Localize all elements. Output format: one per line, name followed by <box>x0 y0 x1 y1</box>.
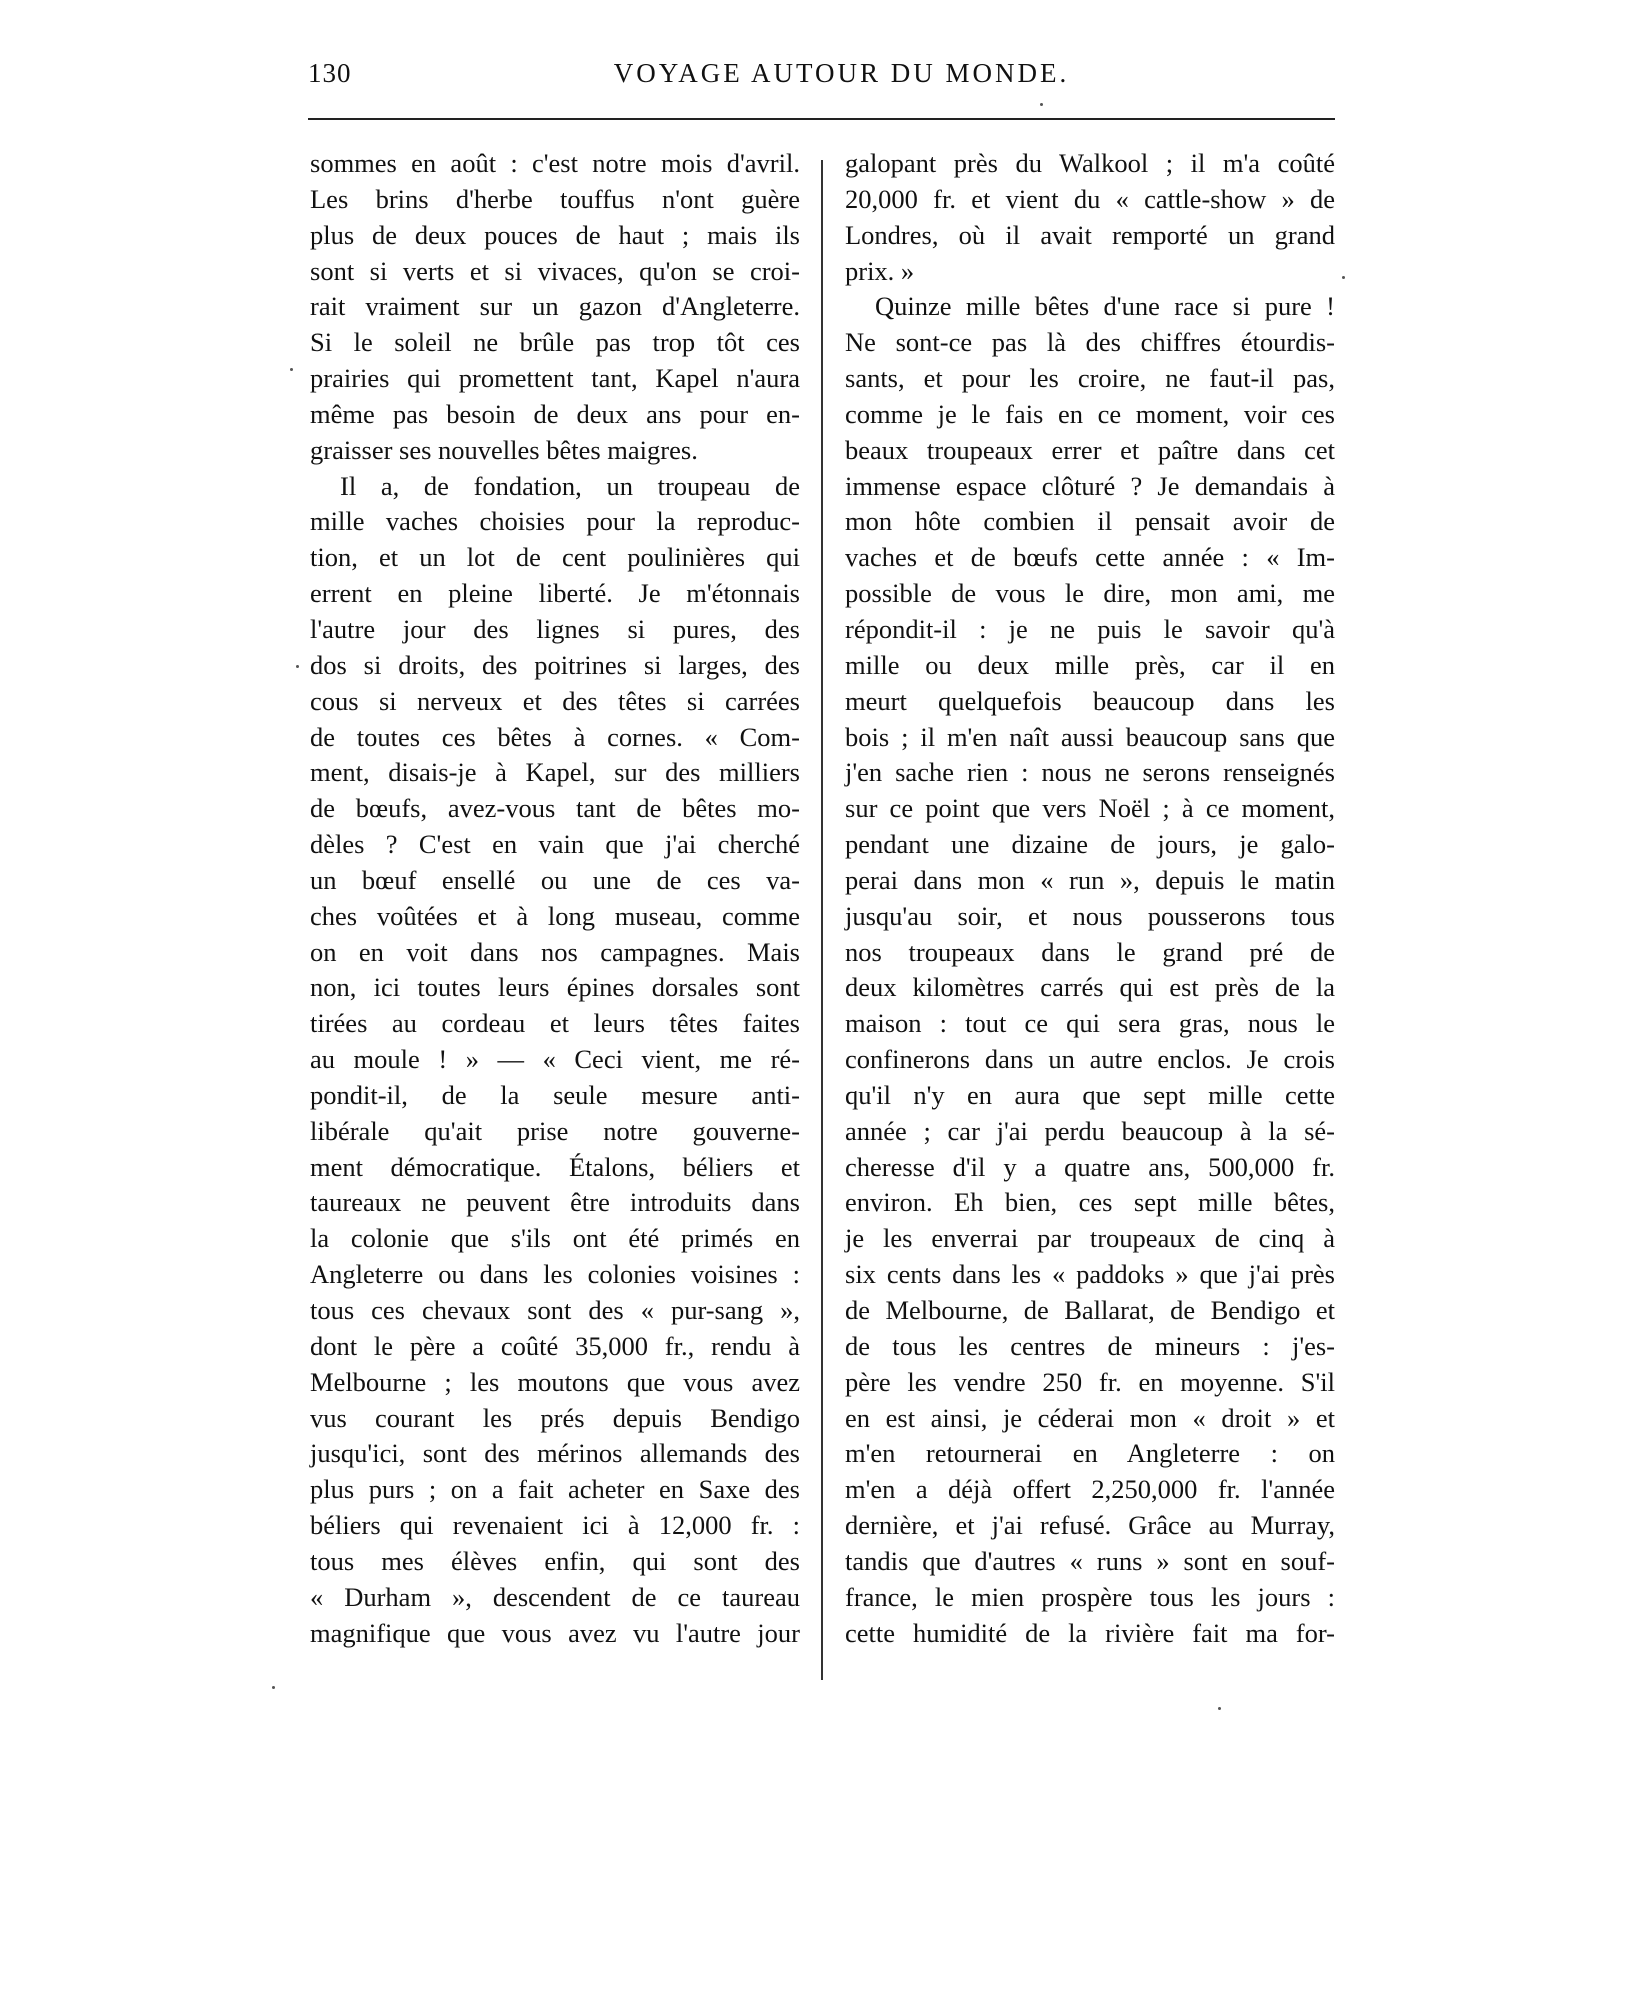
text-line: plus de deux pouces de haut ; mais ils <box>310 219 800 250</box>
text-line: Ne sont-ce pas là des chiffres étourdis- <box>845 327 1335 358</box>
text-line: jusqu'ici, sont des mérinos allemands des <box>310 1438 800 1469</box>
scan-speck <box>272 1686 275 1689</box>
text-line: Melbourne ; les moutons que vous avez <box>310 1366 800 1397</box>
column-divider <box>821 160 823 1680</box>
text-line: dont le père a coûté 35,000 fr., rendu à <box>310 1330 800 1361</box>
text-line: Londres, où il avait remporté un grand <box>845 219 1335 250</box>
text-line: plus purs ; on a fait acheter en Saxe des <box>310 1474 800 1505</box>
text-line: possible de vous le dire, mon ami, me <box>845 578 1335 609</box>
scan-speck <box>290 368 293 371</box>
text-line: six cents dans les « paddoks » que j'ai près <box>845 1259 1335 1290</box>
text-line: tandis que d'autres « runs » sont en souf- <box>845 1545 1335 1576</box>
text-line: deux kilomètres carrés qui est près de la <box>845 972 1335 1003</box>
right-column <box>845 146 1335 1651</box>
text-line: sont si verts et si vivaces, qu'on se croi- <box>310 255 800 286</box>
scan-speck <box>1342 276 1345 279</box>
text-line: père les vendre 250 fr. en moyenne. S'il <box>845 1366 1335 1397</box>
text-line: répondit-il : je ne puis le savoir qu'à <box>845 613 1335 644</box>
text-line: la colonie que s'ils ont été primés en <box>310 1223 800 1254</box>
text-line: m'en a déjà offert 2,250,000 fr. l'année <box>845 1474 1335 1505</box>
text-line: au moule ! » — « Ceci vient, me ré- <box>310 1044 800 1075</box>
text-line: vus courant les prés depuis Bendigo <box>310 1402 800 1433</box>
text-line: ment démocratique. Étalons, béliers et <box>310 1151 800 1182</box>
text-line: prairies qui promettent tant, Kapel n'aura <box>310 363 800 394</box>
text-line: béliers qui revenaient ici à 12,000 fr. : <box>310 1510 800 1541</box>
text-line: galopant près du Walkool ; il m'a coûté <box>845 148 1335 178</box>
text-line: même pas besoin de deux ans pour en- <box>310 398 800 429</box>
text-line: non, ici toutes leurs épines dorsales sont <box>310 972 800 1003</box>
text-line: tirées au cordeau et leurs têtes faites <box>310 1008 800 1039</box>
text-line: Quinze mille bêtes d'une race si pure ! <box>875 291 1335 322</box>
page-header <box>308 58 1335 98</box>
text-line: de Melbourne, de Ballarat, de Bendigo et <box>845 1295 1335 1325</box>
text-line: mille ou deux mille près, car il en <box>845 649 1335 680</box>
scan-speck <box>1218 1707 1221 1710</box>
page-number: 130 <box>308 58 352 88</box>
text-line: bois ; il m'en naît aussi beaucoup sans que <box>845 721 1335 752</box>
text-line: Les brins d'herbe touffus n'ont guère <box>310 183 800 214</box>
text-line: sants, et pour les croire, ne faut-il pas, <box>845 363 1335 394</box>
text-line: environ. Eh bien, ces sept mille bêtes, <box>845 1187 1335 1218</box>
text-line: tous ces chevaux sont des « pur-sang », <box>310 1295 800 1325</box>
text-line: confinerons dans un autre enclos. Je crois <box>845 1044 1335 1075</box>
text-line: un bœuf ensellé ou une de ces va- <box>310 864 800 895</box>
text-line: prix. » <box>845 255 915 286</box>
text-line: rait vraiment sur un gazon d'Angleterre. <box>310 291 800 322</box>
text-line: Angleterre ou dans les colonies voisines : <box>310 1259 800 1290</box>
text-line: tion, et un lot de cent poulinières qui <box>310 542 800 573</box>
text-line: meurt quelquefois beaucoup dans les <box>845 685 1335 716</box>
text-line: france, le mien prospère tous les jours : <box>845 1581 1335 1612</box>
text-line: de tous les centres de mineurs : j'es- <box>845 1330 1335 1361</box>
text-line: libérale qu'ait prise notre gouverne- <box>310 1115 800 1146</box>
left-column <box>310 146 800 1651</box>
text-line: dos si droits, des poitrines si larges, des <box>310 649 800 680</box>
header-rule <box>308 118 1335 120</box>
text-line: qu'il n'y en aura que sept mille cette <box>845 1079 1335 1110</box>
text-line: l'autre jour des lignes si pures, des <box>310 613 800 644</box>
text-line: mille vaches choisies pour la reproduc- <box>310 506 800 537</box>
text-line: année ; car j'ai perdu beaucoup à la sé- <box>845 1115 1335 1146</box>
text-line: dernière, et j'ai refusé. Grâce au Murray, <box>845 1510 1335 1541</box>
text-line: nos troupeaux dans le grand pré de <box>845 936 1335 967</box>
text-line: j'en sache rien : nous ne serons renseignés <box>845 757 1335 788</box>
text-line: pendant une dizaine de jours, je galo- <box>845 829 1335 860</box>
text-line: je les enverrai par troupeaux de cinq à <box>845 1223 1335 1254</box>
text-line: cheresse d'il y a quatre ans, 500,000 fr. <box>845 1151 1335 1182</box>
text-line: perai dans mon « run », depuis le matin <box>845 864 1335 895</box>
text-line: dèles ? C'est en vain que j'ai cherché <box>310 829 800 860</box>
text-line: comme je le fais en ce moment, voir ces <box>845 398 1335 429</box>
scan-speck <box>1040 103 1043 106</box>
text-line: Si le soleil ne brûle pas trop tôt ces <box>310 327 800 358</box>
text-line: magnifique que vous avez vu l'autre jour <box>310 1617 800 1648</box>
running-title: VOYAGE AUTOUR DU MONDE. <box>613 58 1070 88</box>
text-line: tous mes élèves enfin, qui sont des <box>310 1545 800 1576</box>
text-line: ches voûtées et à long museau, comme <box>310 900 800 931</box>
text-line: graisser ses nouvelles bêtes maigres. <box>310 434 698 465</box>
text-line: sommes en août : c'est notre mois d'avril. <box>310 148 800 178</box>
text-line: on en voit dans nos campagnes. Mais <box>310 936 800 967</box>
text-line: ment, disais-je à Kapel, sur des milliers <box>310 757 800 788</box>
text-line: taureaux ne peuvent être introduits dans <box>310 1187 800 1218</box>
text-line: de bœufs, avez-vous tant de bêtes mo- <box>310 793 800 824</box>
text-line: en est ainsi, je céderai mon « droit » et <box>845 1402 1335 1433</box>
text-line: « Durham », descendent de ce taureau <box>310 1581 800 1612</box>
text-line: Il a, de fondation, un troupeau de <box>340 470 800 501</box>
text-line: de toutes ces bêtes à cornes. « Com- <box>310 721 800 752</box>
text-line: jusqu'au soir, et nous pousserons tous <box>845 900 1335 931</box>
text-line: cette humidité de la rivière fait ma for- <box>845 1617 1335 1648</box>
text-line: beaux troupeaux errer et paître dans cet <box>845 434 1335 465</box>
text-line: maison : tout ce qui sera gras, nous le <box>845 1008 1335 1039</box>
scan-speck <box>296 665 299 668</box>
text-line: 20,000 fr. et vient du « cattle-show » de <box>845 183 1335 214</box>
text-line: cous si nerveux et des têtes si carrées <box>310 685 800 716</box>
text-line: m'en retournerai en Angleterre : on <box>845 1438 1335 1469</box>
text-line: vaches et de bœufs cette année : « Im- <box>845 542 1335 573</box>
text-line: immense espace clôturé ? Je demandais à <box>845 470 1335 501</box>
text-line: pondit-il, de la seule mesure anti- <box>310 1079 800 1110</box>
text-line: errent en pleine liberté. Je m'étonnais <box>310 578 800 609</box>
text-line: mon hôte combien il pensait avoir de <box>845 506 1335 537</box>
text-line: sur ce point que vers Noël ; à ce moment, <box>845 793 1335 824</box>
